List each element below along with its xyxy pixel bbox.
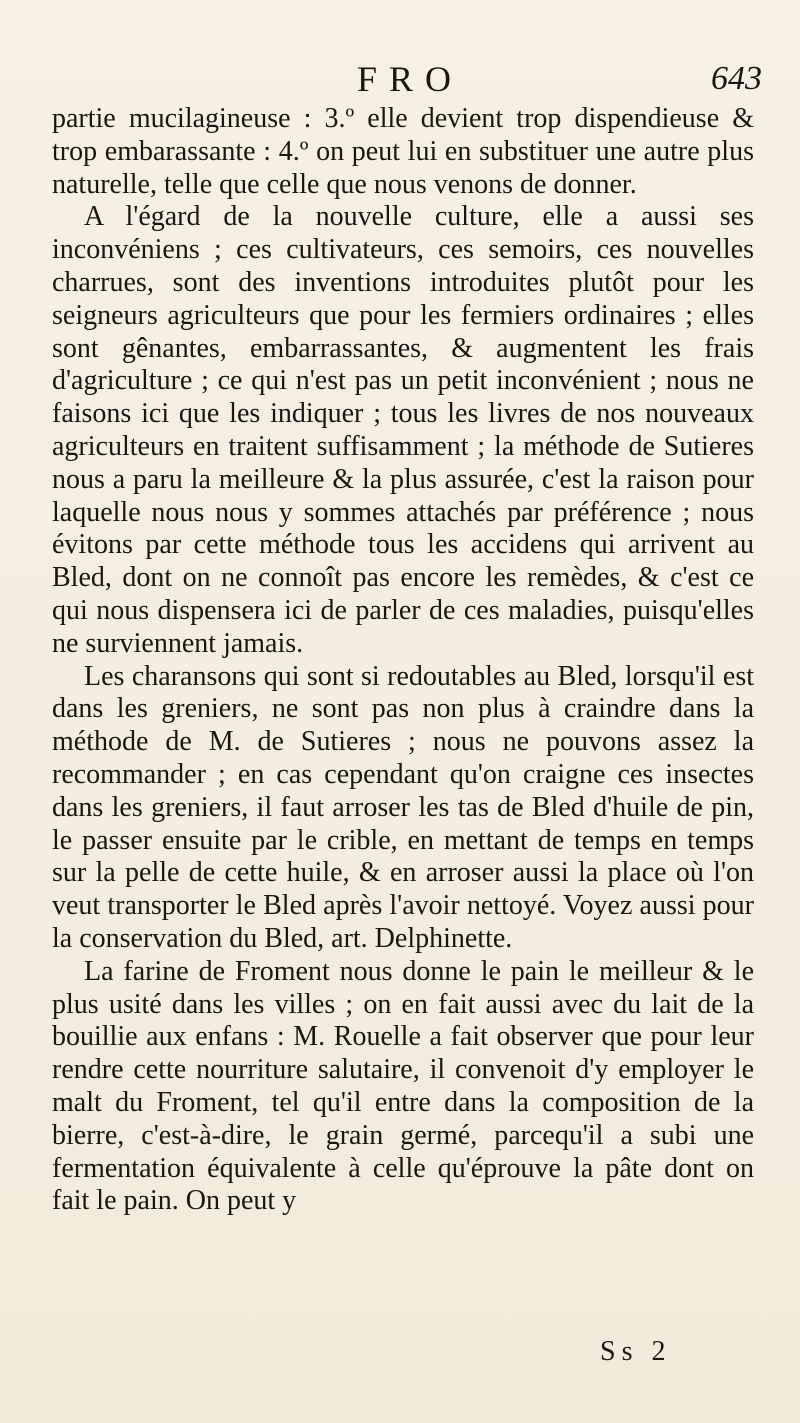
body-text <box>52 103 754 1218</box>
paragraph-4: La farine de Froment nous donne le pain le meilleur & le plus usité dans les villes ; on en fait aussi avec du lait de la bouillie aux enfans : M. Rouelle a fait observer que pour leur rendre cette nourriture salutaire, il convenoit d'y employer le malt du Froment, tel qu'il entre dans la composition de la bierre, c'est-à-dire, le grain germé, parcequ'il a subi une fermentation équivalente à celle qu'éprouve la pâte dont on fait le pain. On peut y <box>52 955 754 1217</box>
page-footer <box>0 1336 800 1376</box>
paragraph-2: A l'égard de la nouvelle culture, elle a aussi ses inconvéniens ; ces cultivateurs, ces semoirs, ces nouvelles charrues, sont des inventions introduites plutôt pour les seigneurs agriculteurs que pour les fermiers ordinaires ; elles sont gênantes, embarrassantes, & augmentent les frais d'agriculture ; ce qui n'est pas un petit inconvénient ; nous ne faisons ici que les indiquer ; tous les livres de nos nouveaux agriculteurs en traitent suffisamment ; la méthode de Sutieres nous a paru la meilleure & la plus assurée, c'est la raison pour laquelle nous nous y sommes attachés par préférence ; nous évitons par cette méthode tous les accidens qui arrivent au Bled, dont on ne connoît pas encore les remèdes, & c'est ce qui nous dispensera ici de parler de ces maladies, puisqu'elles ne surviennent jamais. <box>52 201 754 659</box>
paragraph-1: partie mucilagineuse : 3.º elle devient trop dispendieuse & trop embarassante : 4.º on peut lui en substituer une autre plus naturelle, telle que celle que nous venons de donner. <box>52 103 754 200</box>
page-number: 643 <box>711 60 762 97</box>
paragraph-3: Les charansons qui sont si redoutables au Bled, lorsqu'il est dans les greniers, ne sont pas non plus à craindre dans la méthode de M. de Sutieres ; nous ne pouvons assez la recommander ; en cas cependant qu'on craigne ces insectes dans les greniers, il faut arroser les tas de Bled d'huile de pin, le passer ensuite par le crible, en mettant de temps en temps sur la pelle de cette huile, & en arroser aussi la place où l'on veut transporter le Bled après l'avoir nettoyé. Voyez aussi pour la conservation du Bled, art. Delphinette. <box>52 660 754 954</box>
running-head: FRO <box>356 59 464 99</box>
signature-mark: Ss 2 <box>600 1336 672 1367</box>
